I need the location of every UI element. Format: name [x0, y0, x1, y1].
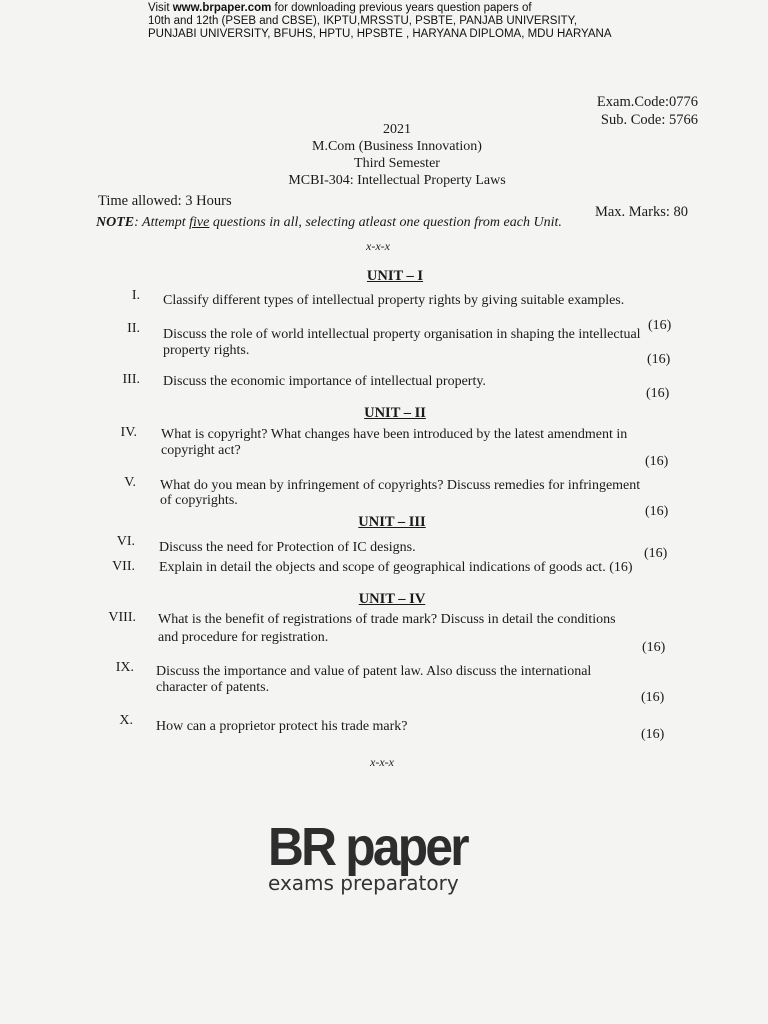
banner-line-2: 10th and 12th (PSEB and CBSE), IKPTU,MRSSTU, PSBTE, PANJAB UNIVERSITY,	[148, 15, 578, 27]
sub-code: Sub. Code: 5766	[600, 112, 698, 128]
marks-q3: (16)	[646, 386, 670, 401]
semester: Third Semester	[354, 156, 440, 171]
marks-q5: (16)	[645, 504, 669, 519]
marks-q6: (16)	[644, 546, 668, 561]
marks-q2: (16)	[647, 352, 671, 367]
marks-q8: (16)	[642, 640, 666, 655]
marks-q4: (16)	[645, 454, 669, 469]
note: NOTE: Attempt five questions in all, selecting atleast one question from each Unit.	[96, 215, 562, 230]
marks-q1: (16)	[648, 318, 672, 333]
exam-code: Exam.Code:0776	[596, 94, 698, 110]
separator-top: x-x-x	[366, 239, 390, 253]
course: M.Com (Business Innovation)	[312, 139, 482, 154]
year: 2021	[383, 122, 411, 137]
separator-bottom: x-x-x	[370, 755, 394, 769]
unit-heading-1: UNIT – I	[366, 268, 424, 284]
logo-tagline: exams preparatory	[268, 871, 459, 895]
banner-site-link[interactable]: www.brpaper.com	[172, 2, 272, 14]
paper-title-block	[0, 121, 768, 189]
subject: MCBI-304: Intellectual Property Laws	[288, 173, 506, 188]
logo-main-text: BR paper	[268, 817, 467, 877]
max-marks: Max. Marks: 80	[594, 204, 688, 220]
banner-line-3: PUNJABI UNIVERSITY, BFUHS, HPTU, HPSBTE , HARYANA DIPLOMA, MDU HARYANA	[148, 28, 612, 40]
unit-heading-4: UNIT – IV	[358, 591, 426, 607]
banner-line-1: Visit www.brpaper.com for downloading previous years question papers of	[148, 2, 532, 14]
unit-heading-2: UNIT – II	[364, 405, 426, 421]
marks-q10: (16)	[641, 727, 665, 742]
brpaper-logo	[268, 817, 498, 895]
marks-q9: (16)	[641, 690, 665, 705]
unit-heading-3: UNIT – III	[358, 514, 426, 530]
time-allowed: Time allowed: 3 Hours	[98, 193, 232, 209]
website-banner	[148, 2, 708, 41]
